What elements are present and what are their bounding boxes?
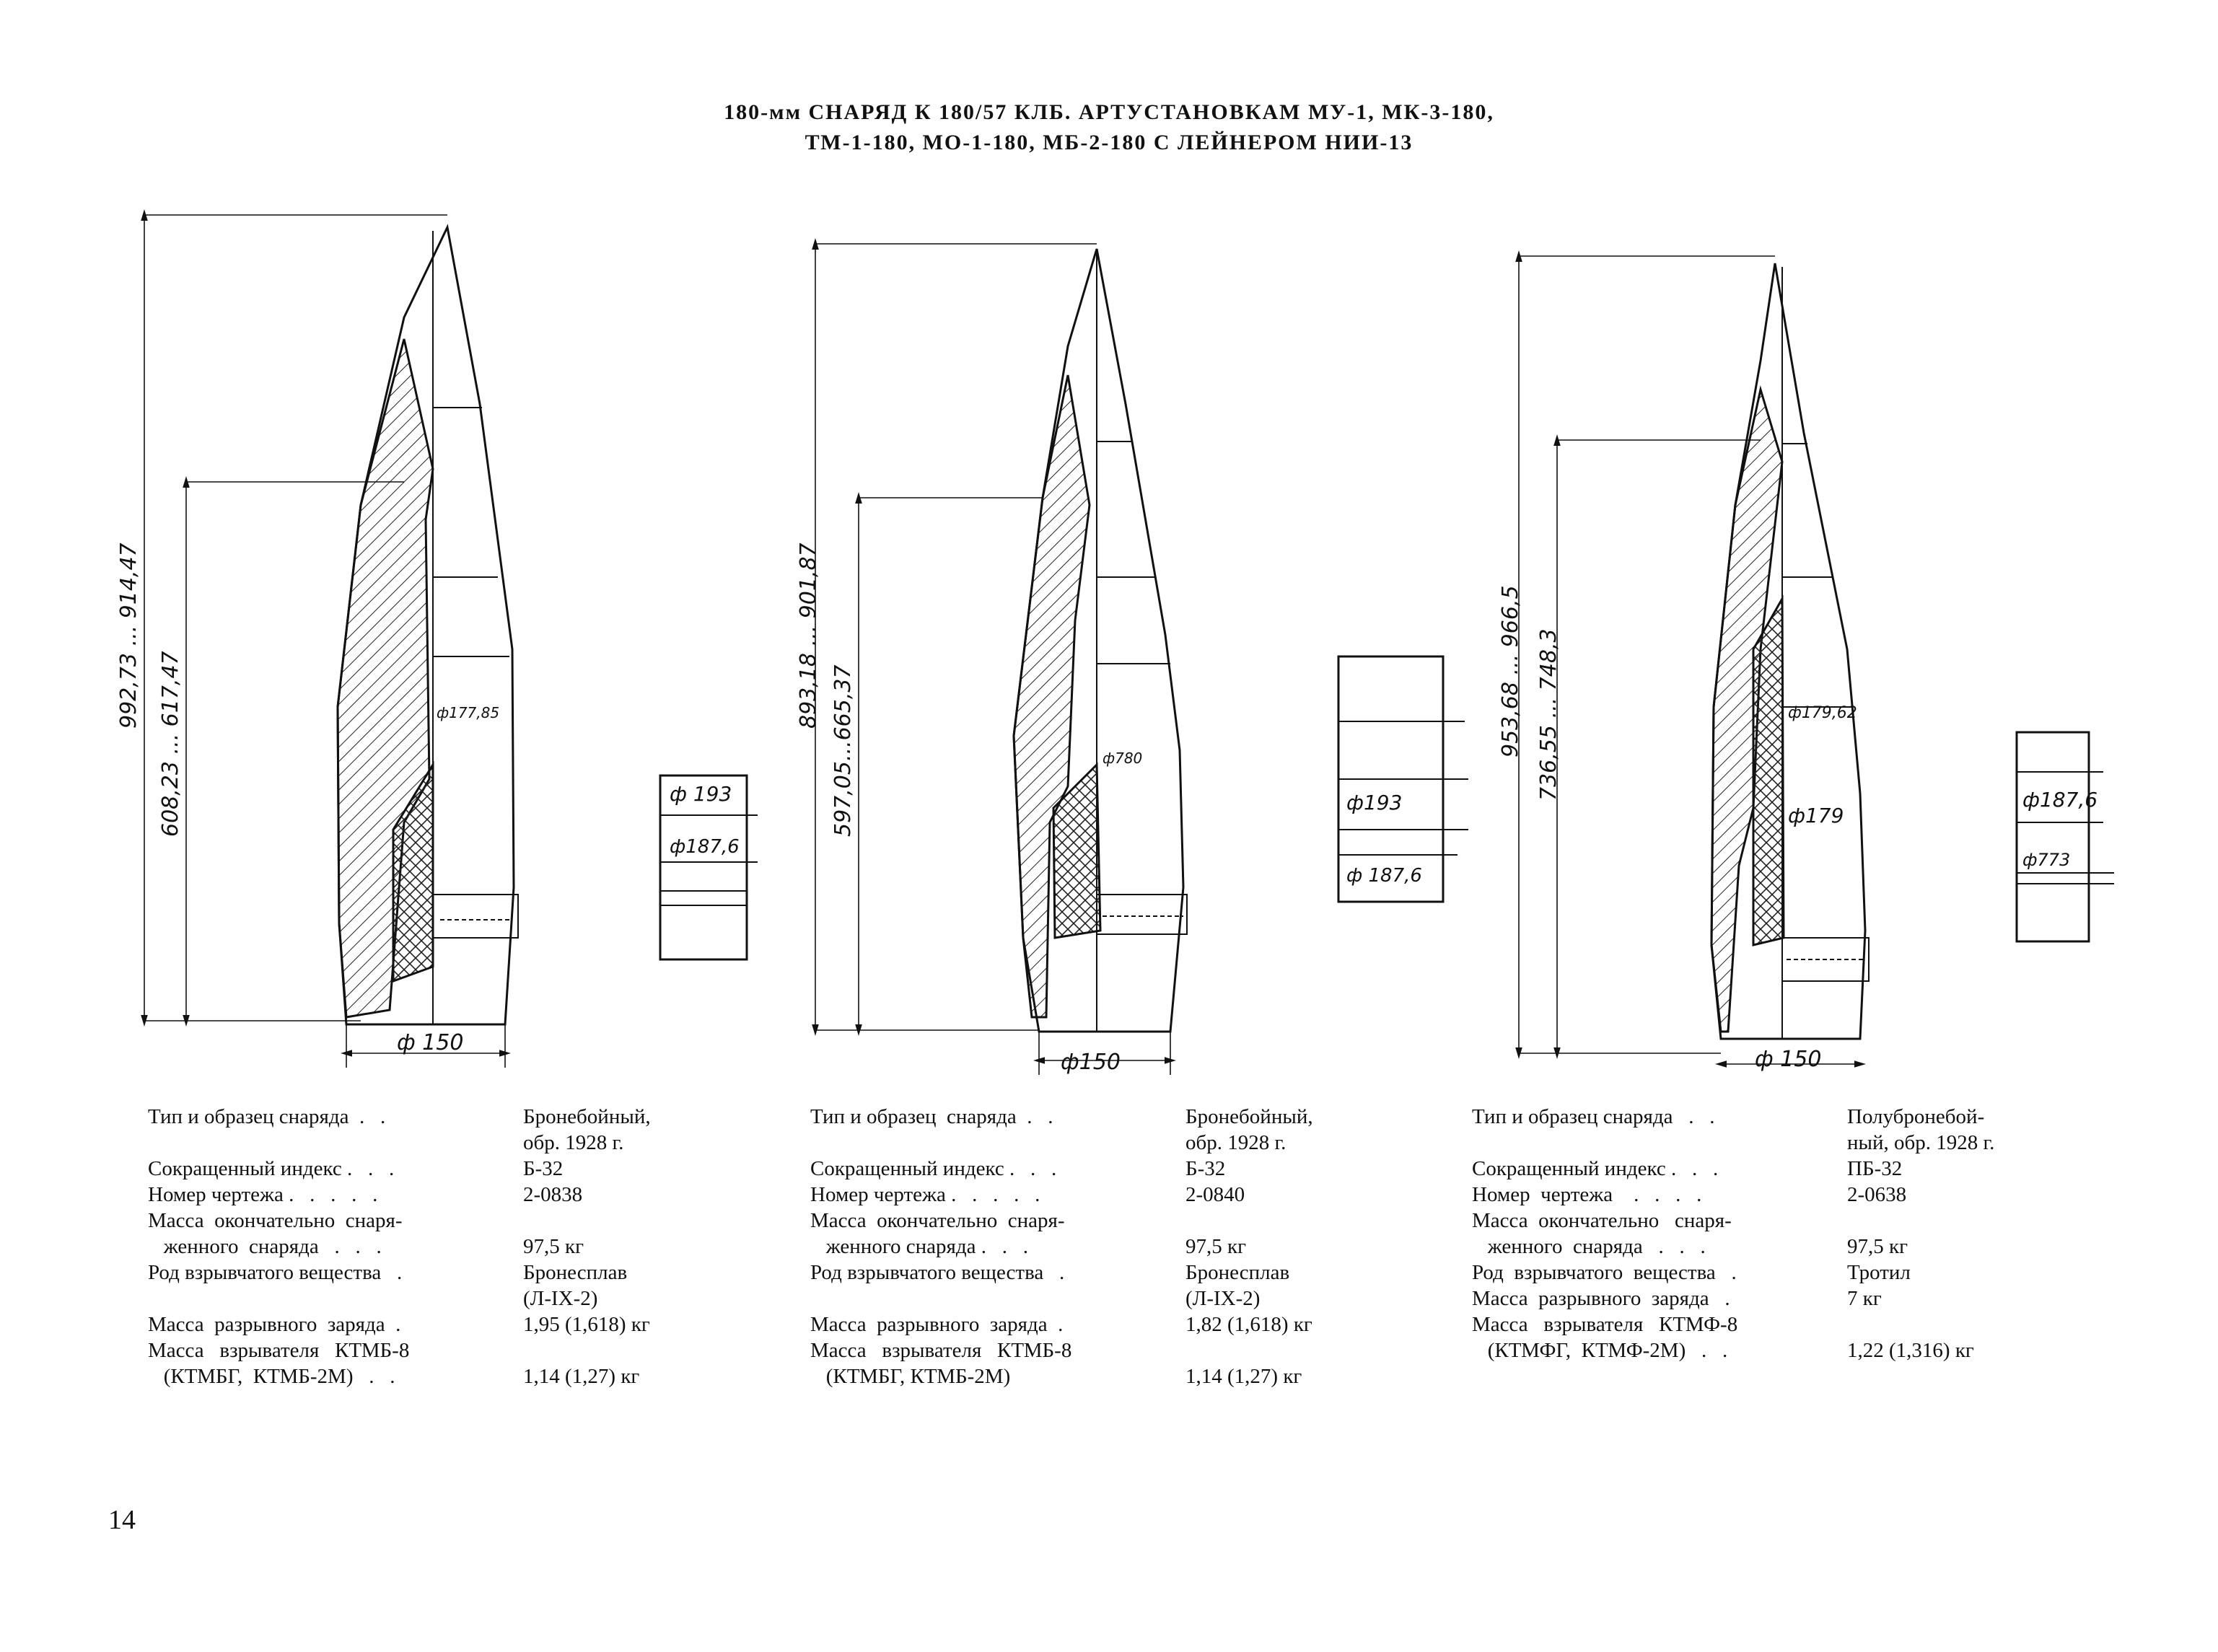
spec-row-index: Сокращенный индекс . . . ПБ-32 xyxy=(1472,1157,1903,1180)
band-diameter-label-2a: ф193 xyxy=(1346,791,1403,814)
shell-drawing-1 xyxy=(144,215,518,1068)
overall-length-label-1: 992,73 ... 914,47 xyxy=(116,542,141,729)
body-length-label-3: 736,55 ... 748,3 xyxy=(1536,628,1561,801)
spec-row-mass: Масса окончательно снаря- женного снаряда . . . 97,5 кг xyxy=(148,1209,584,1258)
body-diameter-label-3b: ф179 xyxy=(1788,804,1844,827)
body-diameter-label-3: ф179,62 xyxy=(1788,704,1857,722)
spec-row-type: Тип и образец снаряда . . Бронебойный, обр. 1928 г. xyxy=(810,1105,1313,1154)
shell-drawing-2 xyxy=(815,244,1187,1075)
spec-row-fuze: Масса взрывателя КТМБ-8 (КТМБГ, КТМБ-2М) . . 1,14 (1,27) кг xyxy=(148,1339,640,1388)
spec-row-drawing: Номер чертежа . . . . . 2-0838 xyxy=(148,1183,583,1206)
spec-row-charge: Масса разрывного заряда . 1,95 (1,618) кг xyxy=(148,1313,650,1336)
overall-length-label-3: 953,68 ... 966,5 xyxy=(1498,585,1523,757)
spec-row-charge: Масса разрывного заряда . 7 кг xyxy=(1472,1287,1882,1310)
spec-row-index: Сокращенный индекс . . . Б-32 xyxy=(810,1157,1226,1180)
body-length-label-2: 597,05...665,37 xyxy=(830,664,856,837)
body-length-label-1: 608,23 ... 617,47 xyxy=(158,651,183,837)
spec-row-type: Тип и образец снаряда . . Бронебойный, обр. 1928 г. xyxy=(148,1105,651,1154)
body-diameter-label-1: ф177,85 xyxy=(437,704,500,721)
spec-row-drawing: Номер чертежа . . . . . 2-0840 xyxy=(810,1183,1245,1206)
spec-table-3 xyxy=(1472,1104,2121,1363)
title-line-1: 180-мм СНАРЯД К 180/57 КЛБ. АРТУСТАНОВКАМ МУ-1, МК-3-180, xyxy=(724,100,1494,124)
title-line-2: ТМ-1-180, МО-1-180, МБ-2-180 С ЛЕЙНЕРОМ НИИ-13 xyxy=(805,131,1413,154)
band-diameter-label-3a: ф187,6 xyxy=(2022,788,2098,812)
base-diameter-label-3: ф 150 xyxy=(1755,1047,1822,1072)
band-detail-3 xyxy=(2017,732,2114,941)
spec-row-fuze: Масса взрывателя КТМБ-8 (КТМБГ, КТМБ-2М) 1,14 (1,27) кг xyxy=(810,1339,1302,1388)
spec-table-1 xyxy=(148,1104,797,1389)
shell-drawing-3 xyxy=(1519,256,1869,1064)
spec-row-explosive: Род взрывчатого вещества . Бронесплав (Л-IX-2) xyxy=(810,1261,1290,1310)
spec-row-explosive: Род взрывчатого вещества . Бронесплав (Л-IX-2) xyxy=(148,1261,628,1310)
spec-row-mass: Масса окончательно снаря- женного снаряда . . . 97,5 кг xyxy=(810,1209,1246,1258)
page-number: 14 xyxy=(108,1505,136,1535)
spec-row-mass: Масса окончательно снаря- женного снаряда . . . 97,5 кг xyxy=(1472,1209,1908,1258)
spec-row-charge: Масса разрывного заряда . 1,82 (1,618) кг xyxy=(810,1313,1312,1336)
body-diameter-label-2: ф780 xyxy=(1103,750,1143,767)
band-diameter-label-2b: ф 187,6 xyxy=(1346,865,1422,887)
spec-row-index: Сокращенный индекс . . . Б-32 xyxy=(148,1157,564,1180)
overall-length-label-2: 893,18 ... 901,87 xyxy=(796,542,821,729)
base-diameter-label-2: ф150 xyxy=(1061,1050,1121,1075)
base-diameter-label-1: ф 150 xyxy=(397,1030,464,1055)
band-diameter-label-1b: ф187,6 xyxy=(670,836,740,858)
spec-table-2 xyxy=(810,1104,1460,1389)
band-diameter-label-1a: ф 193 xyxy=(670,782,732,806)
spec-row-fuze: Масса взрывателя КТМФ-8 (КТМФГ, КТМФ-2М) . . 1,22 (1,316) кг xyxy=(1472,1313,1974,1362)
band-diameter-label-3b: ф773 xyxy=(2022,850,2071,870)
spec-row-type: Тип и образец снаряда . . Полубронебой- ный, обр. 1928 г. xyxy=(1472,1105,1995,1154)
spec-row-drawing: Номер чертежа . . . . 2-0638 xyxy=(1472,1183,1907,1206)
spec-row-explosive: Род взрывчатого вещества . Тротил xyxy=(1472,1261,1911,1284)
